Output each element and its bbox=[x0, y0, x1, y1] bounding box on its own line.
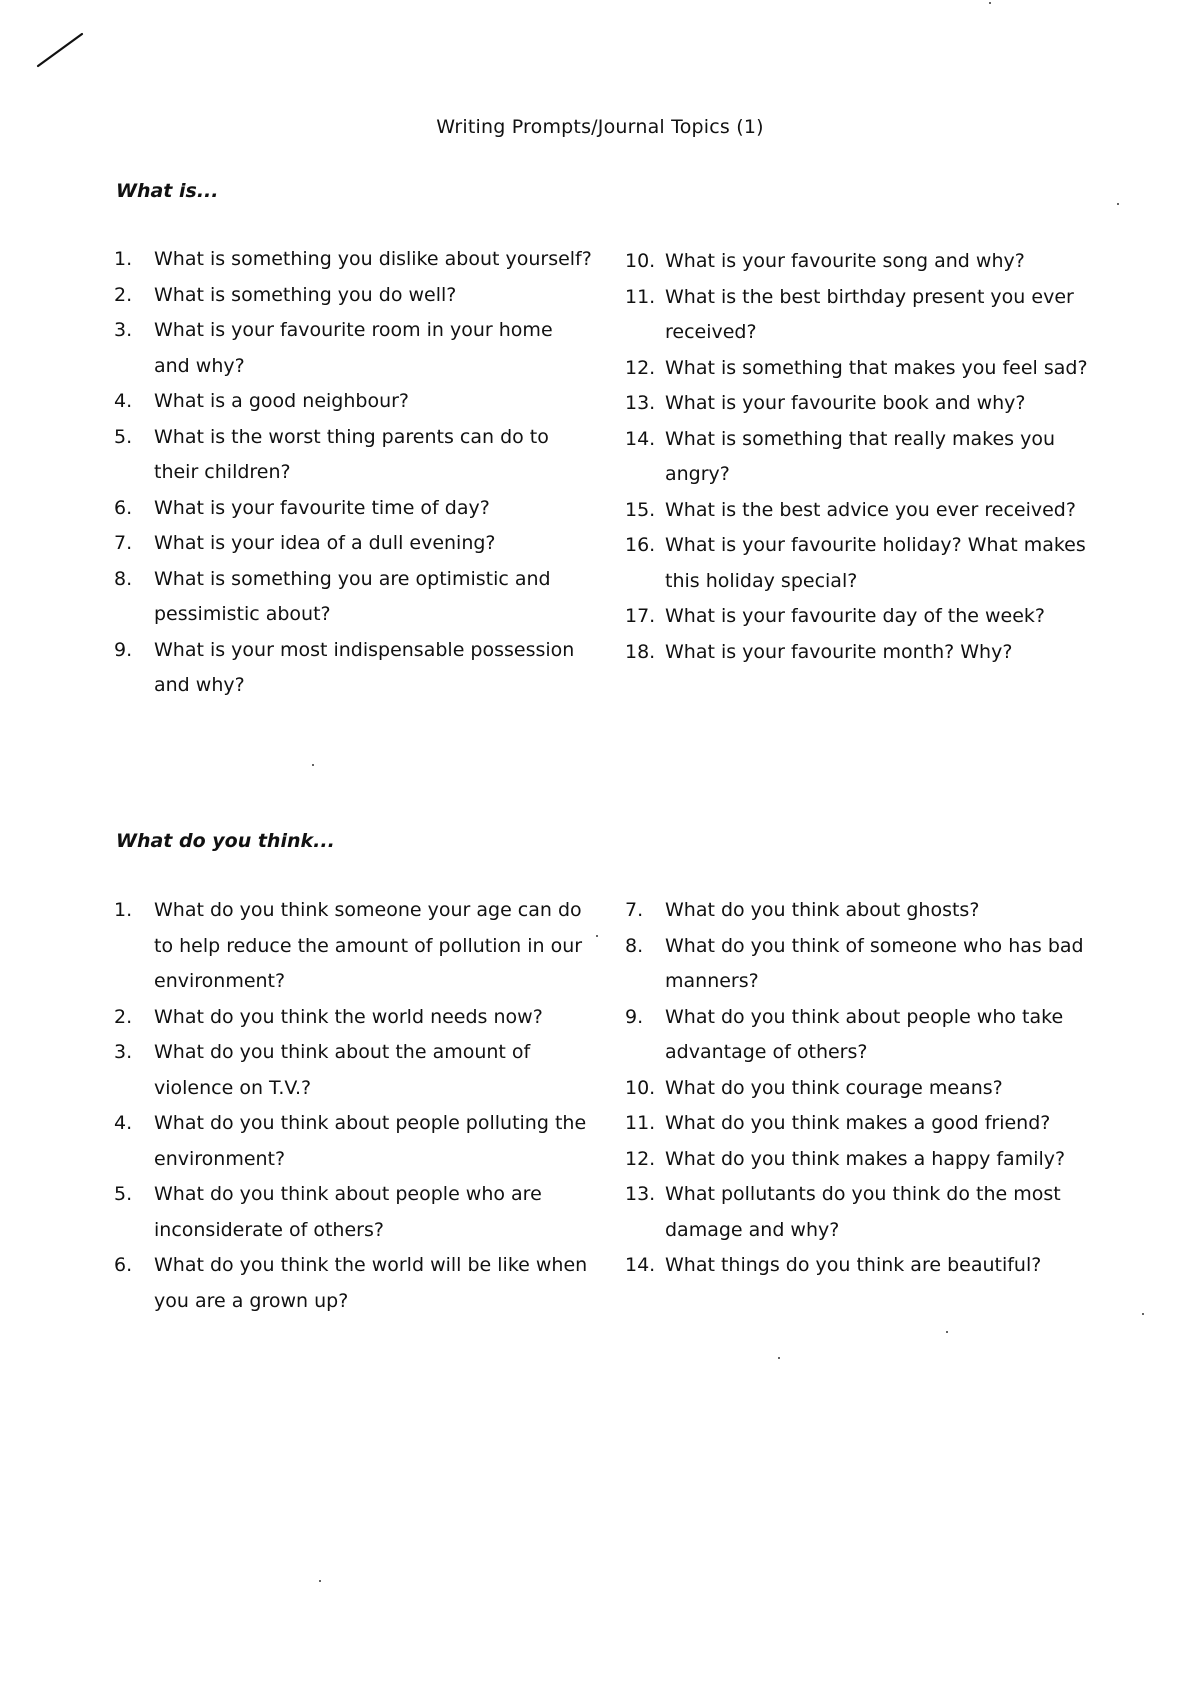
prompt-list-item bbox=[625, 1142, 1105, 1178]
prompt-list-item bbox=[114, 420, 594, 491]
prompt-text: What do you think courage means? bbox=[665, 1076, 1003, 1099]
prompt-text: What is something that really makes you angry? bbox=[665, 427, 1056, 485]
prompt-text: What is something you dislike about yourself? bbox=[154, 248, 592, 270]
prompt-number: 17. bbox=[625, 605, 656, 627]
prompt-text: What do you think about the amount of violence on T.V.? bbox=[154, 1041, 531, 1099]
prompt-list-item bbox=[625, 244, 1105, 280]
prompt-number: 3. bbox=[114, 1041, 133, 1063]
prompt-text: What do you think about people polluting the environment? bbox=[154, 1112, 587, 1170]
prompt-list-item bbox=[625, 1248, 1105, 1284]
prompt-text: What is your favourite time of day? bbox=[154, 496, 490, 519]
prompt-number: 9. bbox=[114, 638, 133, 661]
what-do-you-think-list-right bbox=[625, 893, 1105, 1284]
prompt-list-item bbox=[625, 1177, 1105, 1248]
prompt-list-item bbox=[114, 313, 594, 384]
what-do-you-think-list-left bbox=[114, 893, 594, 1319]
prompt-text: What is your favourite day of the week? bbox=[665, 605, 1046, 627]
scan-speck bbox=[1117, 203, 1119, 205]
prompt-number: 18. bbox=[625, 640, 656, 663]
prompt-text: What do you think about ghosts? bbox=[665, 899, 980, 921]
prompt-number: 7. bbox=[625, 899, 644, 921]
prompt-list-item bbox=[114, 242, 594, 278]
prompt-number: 14. bbox=[625, 427, 656, 450]
scan-speck bbox=[312, 764, 314, 766]
section-heading-what-is: What is... bbox=[116, 180, 219, 202]
prompt-list-item bbox=[114, 1035, 594, 1106]
prompt-text: What is your favourite song and why? bbox=[665, 250, 1025, 272]
page-title: Writing Prompts/Journal Topics (1) bbox=[436, 116, 764, 138]
prompt-number: 11. bbox=[625, 1112, 656, 1134]
prompt-number: 13. bbox=[625, 1183, 656, 1205]
prompt-number: 2. bbox=[114, 1005, 133, 1028]
prompt-number: 7. bbox=[114, 532, 133, 554]
prompt-list-item bbox=[625, 599, 1105, 635]
scan-speck bbox=[946, 1331, 948, 1333]
prompt-text: What is the best advice you ever received? bbox=[665, 498, 1076, 521]
prompt-number: 3. bbox=[114, 319, 133, 341]
prompt-number: 10. bbox=[625, 1076, 656, 1099]
prompt-list-item bbox=[625, 493, 1105, 529]
prompt-list-item bbox=[625, 386, 1105, 422]
scan-speck bbox=[989, 2, 991, 4]
prompt-text: What is your favourite room in your home and why? bbox=[154, 319, 553, 377]
prompt-list-item bbox=[114, 1177, 594, 1248]
pen-mark-icon bbox=[36, 30, 86, 70]
prompt-text: What do you think the world will be like when you are a grown up? bbox=[154, 1254, 588, 1312]
prompt-number: 5. bbox=[114, 425, 133, 448]
what-is-list-left bbox=[114, 242, 594, 704]
prompt-text: What is your idea of a dull evening? bbox=[154, 532, 496, 554]
prompt-list-item bbox=[114, 1248, 594, 1319]
section-heading-what-do-you-think: What do you think... bbox=[116, 830, 335, 852]
prompt-list-item bbox=[114, 562, 594, 633]
prompt-text: What pollutants do you think do the most damage and why? bbox=[665, 1183, 1061, 1241]
prompt-number: 1. bbox=[114, 899, 133, 921]
prompt-list-item bbox=[114, 1000, 594, 1036]
prompt-text: What is something that makes you feel sad? bbox=[665, 356, 1088, 379]
prompt-text: What do you think makes a good friend? bbox=[665, 1112, 1051, 1134]
prompt-text: What do you think about people who are inconsiderate of others? bbox=[154, 1183, 542, 1241]
prompt-text: What do you think about people who take advantage of others? bbox=[665, 1005, 1064, 1063]
prompt-number: 10. bbox=[625, 250, 656, 272]
prompt-number: 8. bbox=[625, 934, 644, 957]
prompt-list-item bbox=[114, 633, 594, 704]
prompt-text: What is your favourite holiday? What makes this holiday special? bbox=[665, 534, 1086, 592]
prompt-number: 14. bbox=[625, 1254, 656, 1276]
what-is-list-right bbox=[625, 244, 1105, 670]
prompt-number: 16. bbox=[625, 534, 656, 556]
prompt-number: 6. bbox=[114, 496, 133, 519]
prompt-list-item bbox=[625, 1000, 1105, 1071]
scan-speck bbox=[319, 1580, 321, 1582]
prompt-list-item bbox=[625, 280, 1105, 351]
prompt-list-item bbox=[625, 528, 1105, 599]
prompt-list-item bbox=[625, 351, 1105, 387]
prompt-list-item bbox=[114, 278, 594, 314]
prompt-number: 13. bbox=[625, 392, 656, 414]
prompt-list-item bbox=[625, 929, 1105, 1000]
prompt-number: 4. bbox=[114, 390, 133, 412]
prompt-text: What do you think makes a happy family? bbox=[665, 1147, 1066, 1170]
prompt-list-item bbox=[114, 384, 594, 420]
prompt-list-item bbox=[625, 893, 1105, 929]
prompt-list-item bbox=[625, 635, 1105, 671]
prompt-text: What is the worst thing parents can do to their children? bbox=[154, 425, 549, 483]
prompt-text: What do you think the world needs now? bbox=[154, 1005, 543, 1028]
prompt-number: 12. bbox=[625, 356, 656, 379]
prompt-list-item bbox=[114, 526, 594, 562]
prompt-list-item bbox=[114, 893, 594, 1000]
prompt-number: 5. bbox=[114, 1183, 133, 1205]
prompt-text: What do you think someone your age can do to help reduce the amount of pollution in our environment? bbox=[154, 899, 583, 992]
prompt-number: 12. bbox=[625, 1147, 656, 1170]
prompt-list-item bbox=[625, 1071, 1105, 1107]
prompt-list-item bbox=[625, 1106, 1105, 1142]
prompt-text: What is something you are optimistic and pessimistic about? bbox=[154, 567, 551, 625]
prompt-text: What is a good neighbour? bbox=[154, 390, 410, 412]
scan-speck bbox=[1142, 1313, 1144, 1315]
prompt-text: What things do you think are beautiful? bbox=[665, 1254, 1042, 1276]
prompt-text: What is your favourite book and why? bbox=[665, 392, 1026, 414]
prompt-text: What is something you do well? bbox=[154, 283, 457, 306]
prompt-number: 11. bbox=[625, 285, 656, 308]
prompt-number: 6. bbox=[114, 1254, 133, 1276]
prompt-text: What is your favourite month? Why? bbox=[665, 640, 1013, 663]
prompt-number: 2. bbox=[114, 283, 133, 306]
prompt-number: 15. bbox=[625, 498, 656, 521]
prompt-list-item bbox=[114, 491, 594, 527]
scan-speck bbox=[596, 935, 598, 937]
prompt-number: 1. bbox=[114, 248, 133, 270]
prompt-text: What do you think of someone who has bad manners? bbox=[665, 934, 1084, 992]
prompt-text: What is the best birthday present you ever received? bbox=[665, 285, 1074, 343]
prompt-number: 8. bbox=[114, 567, 133, 590]
prompt-text: What is your most indispensable possession and why? bbox=[154, 638, 575, 696]
prompt-list-item bbox=[114, 1106, 594, 1177]
scan-speck bbox=[778, 1357, 780, 1359]
prompt-number: 4. bbox=[114, 1112, 133, 1134]
prompt-list-item bbox=[625, 422, 1105, 493]
prompt-number: 9. bbox=[625, 1005, 644, 1028]
